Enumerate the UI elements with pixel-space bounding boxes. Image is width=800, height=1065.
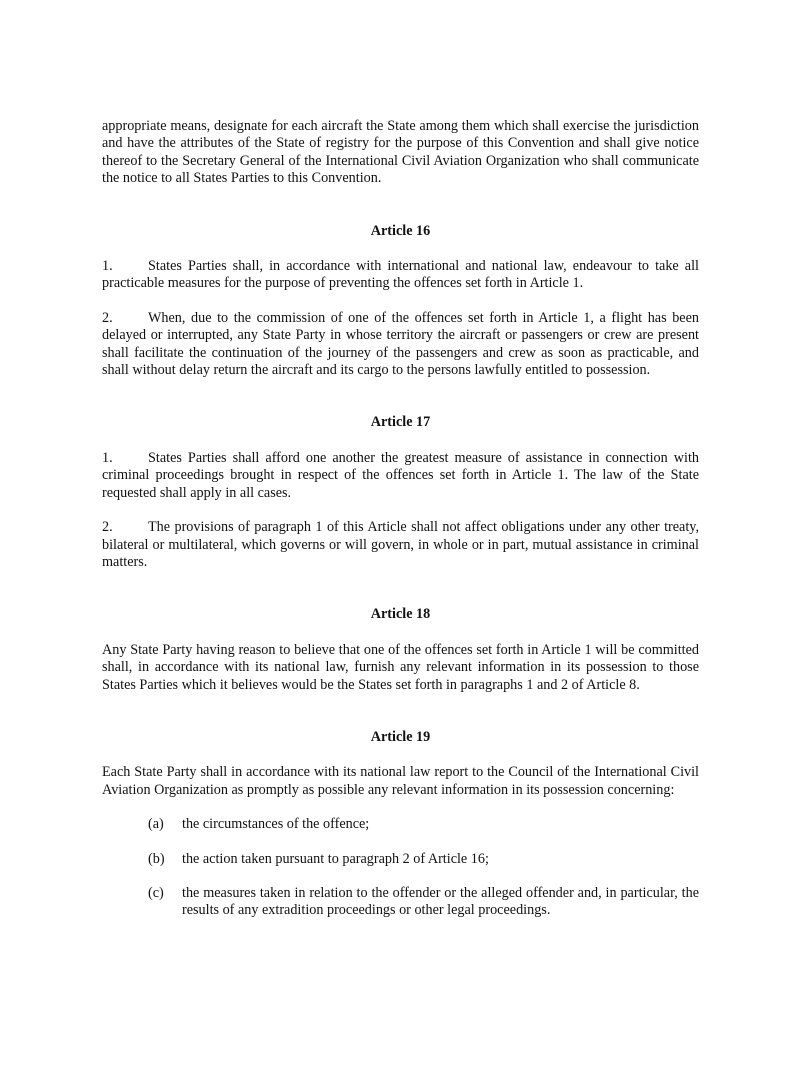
article-16-paragraph-2 [102,310,699,380]
list-item-text: the circumstances of the offence; [182,816,370,833]
paragraph-number: 1. [102,449,113,466]
intro-paragraph: appropriate means, designate for each aircraft the State among them which shall exercise the jurisdiction and have the attributes of the State of registry for the purpose of this Convention and shall give notice thereof to the Secretary General of the International Civil Aviation Organization who shall communicate the notice to all States Parties to this Convention. [102,118,699,187]
article-16-paragraph-1 [102,258,699,293]
list-item [148,851,699,868]
article-17-paragraph-1 [102,450,699,502]
article-19-paragraph: Each State Party shall in accordance with its national law report to the Council of the International Civil Aviation Organization as promptly as possible any relevant information in its possession concerning: [102,764,699,798]
paragraph-text: States Parties shall, in accordance with international and national law, endeavour to take all practicable measures for the purpose of preventing the offences set forth in Article 1. [102,258,699,292]
list-item-text: the measures taken in relation to the offender or the alleged offender and, in particular, the results of any extradition proceedings or other legal proceedings. [182,884,699,919]
article-19-heading: Article 19 [370,728,431,745]
list-item-label: (c) [148,884,164,901]
article-17-paragraph-2 [102,519,699,571]
article-18-paragraph: Any State Party having reason to believe that one of the offences set forth in Article 1 will be committed shall, in accordance with its national law, furnish any relevant information in its possession to those States Parties which it believes would be the States set forth in paragraphs 1 and 2 of Article 8. [102,641,699,693]
list-item [148,816,699,833]
article-17-heading: Article 17 [370,414,431,431]
paragraph-number: 2. [102,309,113,326]
paragraph-text: States Parties shall afford one another the greatest measure of assistance in connection with criminal proceedings brought in respect of the offences set forth in Article 1. The law of the State requested shall apply in all cases. [102,449,699,501]
list-item-label: (a) [148,816,164,833]
list-item [148,885,699,920]
paragraph-text: The provisions of paragraph 1 of this Article shall not affect obligations under any other treaty, bilateral or multilateral, which governs or will govern, in whole or in part, mutual assistance in criminal matters. [102,519,699,570]
paragraph-text: When, due to the commission of one of the offences set forth in Article 1, a flight has been delayed or interrupted, any State Party in whose territory the aircraft or passengers or crew are present shall facilitate the continuation of the journey of the passengers and crew as soon as practicable, and shall without delay return the aircraft and its cargo to the persons lawfully entitled to possession. [102,309,699,379]
document-body [102,118,699,937]
list-item-text: the action taken pursuant to paragraph 2 of Article 16; [182,850,489,867]
paragraph-number: 2. [102,519,113,536]
article-19-list [102,816,699,920]
list-item-label: (b) [148,850,165,867]
article-16-heading: Article 16 [370,222,431,239]
article-18-heading: Article 18 [370,606,431,623]
paragraph-number: 1. [102,258,113,275]
